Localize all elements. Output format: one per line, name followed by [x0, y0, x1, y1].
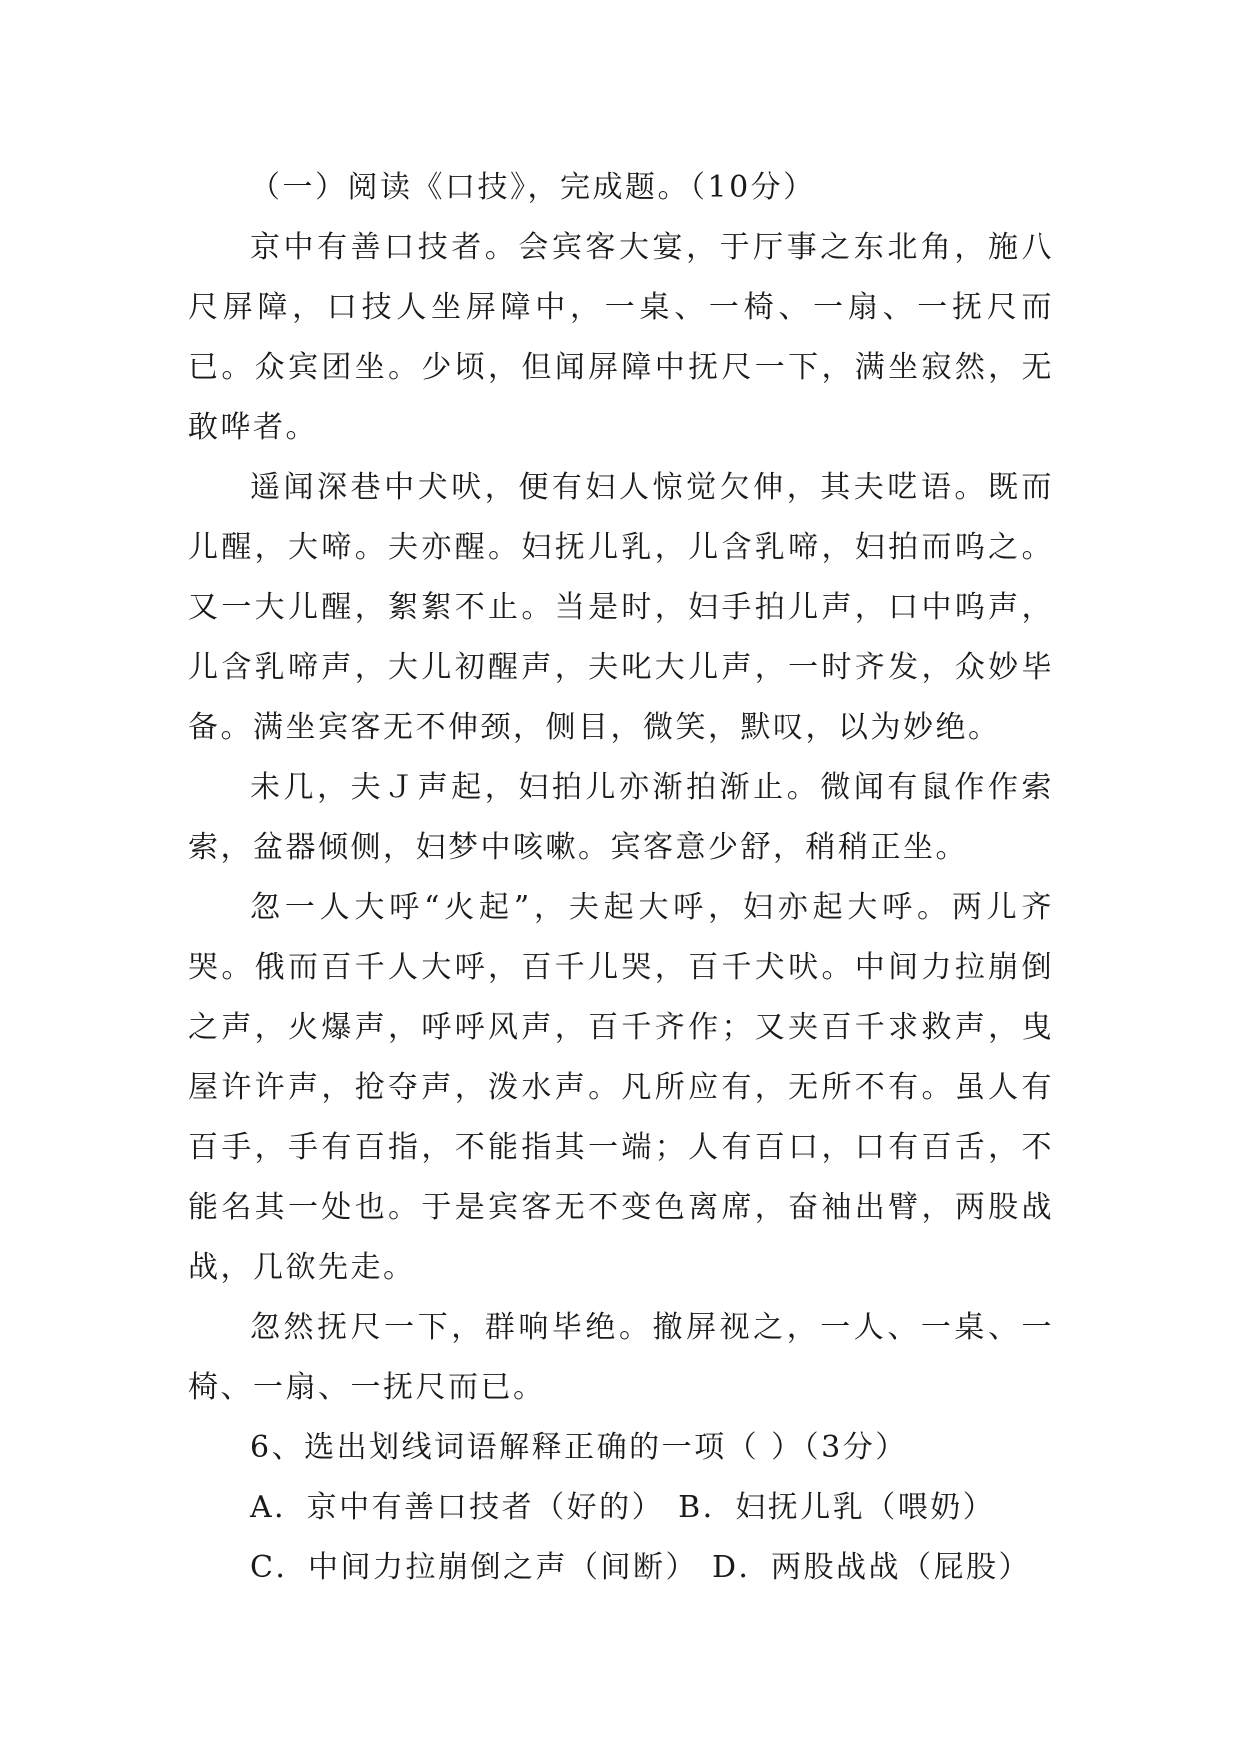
option-a: A．京中有善口技者（好的） — [250, 1490, 665, 1525]
question-stem: 6、选出划线词语解释正确的一项（ ）（3分） — [250, 1430, 908, 1465]
passage-paragraph-4: 忽一人大呼“火起”，夫起大呼，妇亦起大呼。两儿齐哭。俄而百千人大呼，百千儿哭，百千犬吠。中间力拉崩倒之声，火爆声，呼呼风声，百千齐作；又夹百千求救声，曳屋许许声，抢夺声，泼水声。凡所应有，无所不有。虽人有百手，手有百指，不能指其一端；人有百口，口有百舌，不能名其一处也。于是宾客无不变色离席，奋袖出臂，两股战战，几欲先走。 — [188, 890, 1054, 1285]
passage-paragraph-5: 忽然抚尺一下，群响毕绝。撤屏视之，一人、一桌、一椅、一扇、一抚尺而已。 — [188, 1310, 1054, 1405]
section-title: （一）阅读《口技》，完成题。（10分） — [250, 170, 816, 205]
document-content — [188, 158, 1054, 1598]
option-row-cd — [188, 1538, 1054, 1598]
passage-paragraph-3: 未几，夫Ｊ声起，妇拍儿亦渐拍渐止。微闻有鼠作作索索，盆器倾侧，妇梦中咳嗽。宾客意少舒，稍稍正坐。 — [188, 770, 1054, 865]
option-row-ab — [188, 1478, 1054, 1538]
option-c: C．中间力拉崩倒之声（间断） — [250, 1550, 698, 1585]
option-d: D．两股战战（屁股） — [711, 1550, 1032, 1585]
passage-paragraph-2: 遥闻深巷中犬吠，便有妇人惊觉欠伸，其夫呓语。既而儿醒，大啼。夫亦醒。妇抚儿乳，儿含乳啼，妇拍而呜之。又一大儿醒，絮絮不止。当是时，妇手拍儿声，口中呜声，儿含乳啼声，大儿初醒声，夫叱大儿声，一时齐发，众妙毕备。满坐宾客无不伸颈，侧目，微笑，默叹，以为妙绝。 — [188, 470, 1054, 745]
option-b: B．妇抚儿乳（喂奶） — [678, 1490, 996, 1525]
passage-paragraph-1: 京中有善口技者。会宾客大宴，于厅事之东北角，施八尺屏障，口技人坐屏障中，一桌、一椅、一扇、一抚尺而已。众宾团坐。少顷，但闻屏障中抚尺一下，满坐寂然，无敢哗者。 — [188, 230, 1054, 445]
